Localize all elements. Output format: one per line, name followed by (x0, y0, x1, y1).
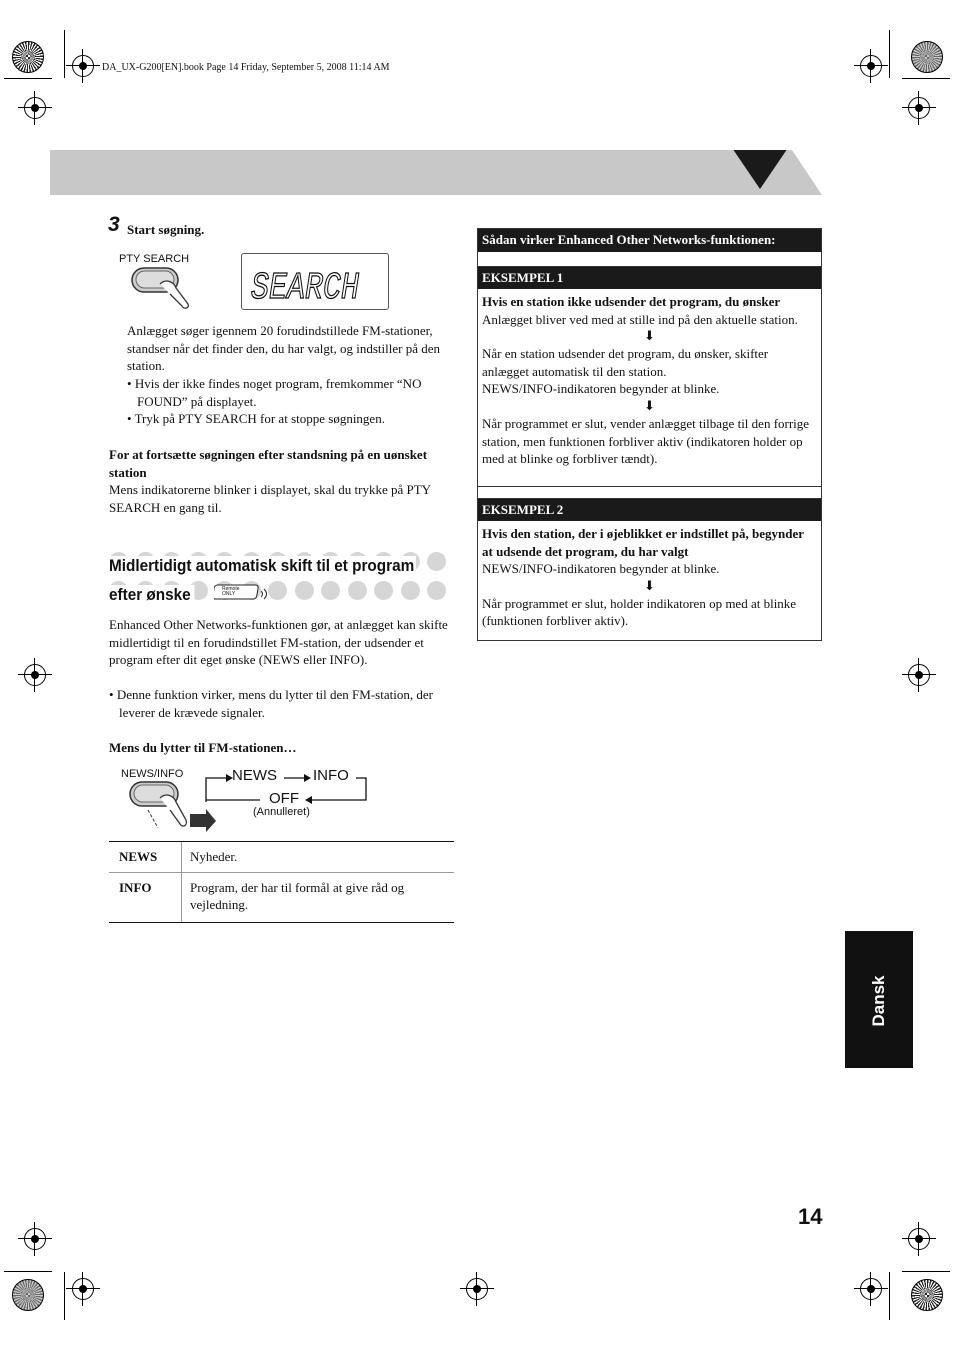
page-number: 14 (798, 1204, 823, 1229)
example2-text1: NEWS/INFO-indikatoren begynder at blinke. (482, 561, 720, 577)
example2-heading: Hvis den station, der i øjeblikket er indstillet på, begynder at udsende det program, du har valgt (482, 526, 804, 559)
file-header: DA_UX-G200[EN].book Page 14 Friday, September 5, 2008 11:14 AM (102, 62, 390, 73)
down-arrow-icon: ⬇ (644, 398, 655, 414)
section-heading: Midlertidigt automatisk skift til et program efter ønske (109, 556, 415, 604)
display-panel (241, 253, 389, 310)
step-paragraph: Anlægget søger igennem 20 forudindstillede FM-stationer, standser når det finder den, du har valgt, og indstiller på den station. (127, 323, 440, 374)
down-arrow-icon: ⬇ (644, 578, 655, 594)
crosshair-icon (466, 1278, 488, 1300)
crop-mark (4, 1271, 52, 1272)
crosshair-icon (72, 1278, 94, 1300)
section-paragraph: Enhanced Other Networks-funktionen gør, at anlægget kan skifte midlertidigt til en forudindstillet FM-station, der udsender et program efter dit eget ønske (NEWS eller INFO). (109, 617, 448, 668)
crosshair-icon (908, 664, 930, 686)
mode-off: OFF (269, 790, 299, 807)
table-term: INFO (109, 873, 182, 922)
crosshair-icon (72, 55, 94, 77)
registration-mark-icon (12, 1279, 44, 1311)
news-info-button-label: NEWS/INFO (121, 768, 184, 780)
button-label: PTY SEARCH (119, 253, 190, 265)
crop-mark (902, 78, 950, 79)
crosshair-icon (908, 1228, 930, 1250)
registration-mark-icon (911, 1279, 943, 1311)
example1-text1: Anlægget bliver ved med at stille ind på den aktuelle station. (482, 311, 798, 327)
down-arrow-icon: ⬇ (644, 329, 655, 345)
crosshair-icon (24, 664, 46, 686)
remote-only-badge (214, 583, 270, 603)
table-desc: Program, der har til formål at give råd og vejledning. (190, 879, 405, 913)
crop-mark (64, 1272, 65, 1320)
finger-press-icon (130, 266, 194, 310)
example1-label: EKSEMPEL 1 (478, 267, 821, 289)
crop-mark (902, 1271, 950, 1272)
registration-mark-icon (12, 41, 44, 73)
crosshair-icon (24, 97, 46, 119)
step-number: 3 (108, 213, 120, 236)
registration-mark-icon (911, 41, 943, 73)
crosshair-icon (908, 97, 930, 119)
mode-info: INFO (313, 767, 349, 784)
crosshair-icon (860, 55, 882, 77)
example1-body (478, 289, 821, 487)
example2-body (478, 521, 821, 636)
step-bullet: • Hvis der ikke findes noget program, fremkommer “NO FOUND” på displayet. • Tryk på PTY SEARCH for at stoppe søgningen. (127, 376, 422, 427)
example1-text2: Når en station udsender det program, du ønsker, skifter anlægget automatisk til den station. (482, 346, 769, 379)
while-listening-heading: Mens du lytter til FM-stationen… (109, 740, 297, 755)
example1-heading: Hvis en station ikke udsender det program, du ønsker (482, 294, 781, 309)
crop-mark (4, 78, 52, 79)
eon-info-box (477, 228, 822, 641)
display-text: SEARCH (251, 267, 360, 310)
continue-heading: For at fortsætte søgningen efter standsning på en uønsket station (109, 447, 428, 480)
mode-news: NEWS (232, 767, 277, 784)
language-tab-label: Dansk (869, 975, 888, 1027)
language-tab (845, 931, 913, 1068)
pty-search-button[interactable] (130, 266, 194, 310)
crop-mark (889, 1272, 890, 1320)
continue-text: Mens indikatorerne blinker i displayet, skal du trykke på PTY SEARCH en gang til. (109, 482, 431, 515)
definition-table (109, 841, 454, 923)
remote-only-label: Remote ONLY (222, 586, 240, 597)
crop-mark (64, 30, 65, 78)
example2-label: EKSEMPEL 2 (478, 499, 821, 521)
mode-cancelled: (Annulleret) (253, 806, 310, 818)
example1-text4: Når programmet er slut, vender anlægget tilbage til den forrige station, men funktionen forbliver aktiv (indikatoren holder op med at blinke og forbliver tændt). (482, 415, 810, 467)
table-row (109, 873, 454, 922)
example1-text3: NEWS/INFO-indikatoren begynder at blinke. (482, 381, 720, 397)
crosshair-icon (860, 1278, 882, 1300)
step-title: Start søgning. (127, 222, 205, 237)
table-desc: Nyheder. (190, 849, 238, 864)
table-term: NEWS (109, 842, 182, 872)
crosshair-icon (24, 1228, 46, 1250)
header-bar (50, 150, 822, 195)
example2-text2: Når programmet er slut, holder indikatoren op med at blinke (funktionen forbliver aktiv). (482, 595, 797, 629)
box-title: Sådan virker Enhanced Other Networks-funktionen: (478, 229, 821, 252)
section-bullet: • Denne funktion virker, mens du lytter til den FM-station, der leverer de krævede signaler. (109, 687, 433, 720)
crop-mark (889, 30, 890, 78)
table-row (109, 842, 454, 873)
